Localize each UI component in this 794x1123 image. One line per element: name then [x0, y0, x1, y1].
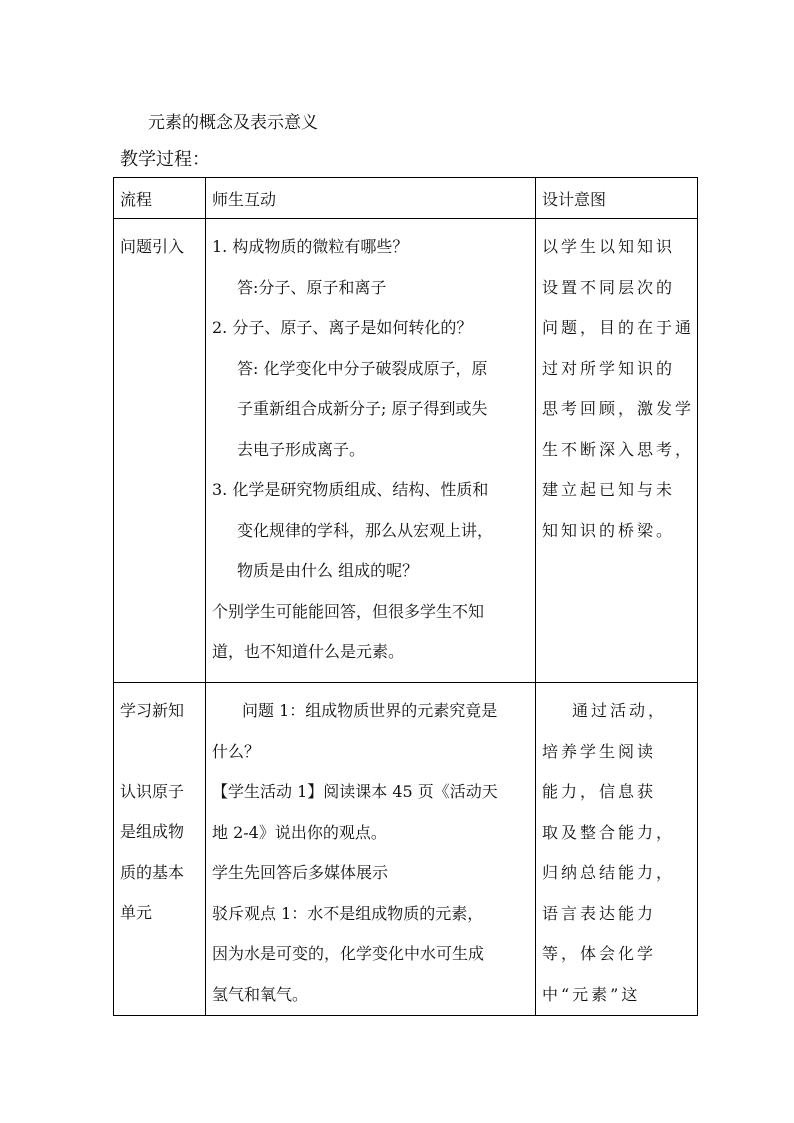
- stage-label: 问题引入: [120, 237, 185, 256]
- interaction-line: 地 2-4》说出你的观点。: [212, 822, 387, 842]
- header-interaction: 师生互动: [206, 178, 536, 219]
- stage-cell: [114, 219, 206, 683]
- interaction-line: 什么？: [212, 741, 261, 761]
- interaction-line: 答:分子、原子和离子: [237, 277, 387, 297]
- header-intent: 设计意图: [536, 178, 698, 219]
- table-row: [114, 219, 698, 683]
- interaction-cell: [206, 683, 536, 1016]
- intent-line: 过对所学知识的: [542, 358, 676, 378]
- interaction-line: 1. 构成物质的微粒有哪些？: [212, 237, 409, 256]
- interaction-line: 个别学生可能能回答，但很多学生不知: [212, 601, 485, 621]
- table-header-row: [114, 178, 698, 219]
- interaction-line: 去电子形成离子。: [237, 439, 366, 459]
- stage-cell: [114, 683, 206, 1016]
- interaction-line: 物质是由什么 组成的呢？: [237, 561, 419, 580]
- intent-line: 设置不同层次的: [542, 277, 676, 297]
- interaction-line: 3. 化学是研究物质组成、结构、性质和: [212, 480, 489, 499]
- intent-line: 通过活动，: [572, 701, 668, 720]
- interaction-line: 因为水是可变的，化学变化中水可生成: [212, 944, 485, 963]
- intent-line: 归纳总结能力，: [542, 863, 676, 882]
- intent-line: 语言表达能力: [542, 903, 657, 923]
- teaching-process-table: [113, 177, 698, 1016]
- intent-line: 建立起已知与未: [542, 480, 676, 499]
- stage-label: 单元: [120, 903, 153, 922]
- stage-label: 质的基本: [120, 862, 185, 882]
- interaction-line: 道，也不知道什么是元素。: [212, 642, 405, 661]
- interaction-line: 答: 化学变化中分子破裂成原子，原: [237, 358, 488, 378]
- intent-line: 知知识的桥梁。: [542, 520, 676, 540]
- intent-line: 问题，目的在于通: [542, 318, 695, 337]
- intent-line: 思考回顾，激发学: [542, 399, 695, 418]
- intent-line: 生不断深入思考，: [542, 439, 695, 459]
- header-flow: 流程: [114, 178, 206, 219]
- intent-cell: [536, 683, 698, 1016]
- stage-label: 学习新知: [120, 701, 185, 720]
- interaction-line: 氢气和氧气。: [212, 984, 309, 1004]
- intent-line: 能力，信息获: [542, 782, 657, 801]
- section-heading: 元素的概念及表示意义: [148, 113, 318, 133]
- interaction-cell: [206, 219, 536, 683]
- intent-line: 取及整合能力，: [542, 822, 676, 842]
- stage-label: 是组成物: [120, 822, 185, 841]
- intent-line: 等，体会化学: [542, 944, 657, 963]
- interaction-line: 子重新组合成新分子; 原子得到或失: [237, 399, 488, 418]
- process-label: 教学过程：: [120, 149, 210, 170]
- interaction-line: 驳斥观点 1：水不是组成物质的元素，: [212, 903, 484, 923]
- intent-line: 中“元素”这: [542, 984, 641, 1004]
- stage-label: 认识原子: [120, 781, 185, 801]
- interaction-line: 2. 分子、原子、离子是如何转化的？: [212, 318, 473, 337]
- intent-line: 以学生以知知识: [542, 237, 676, 256]
- spacer: [120, 732, 199, 772]
- interaction-line: 变化规律的学科，那么从宏观上讲，: [237, 520, 494, 540]
- table-row: [114, 683, 698, 1016]
- intent-line: 培养学生阅读: [542, 741, 657, 761]
- interaction-line: 问题 1：组成物质世界的元素究竟是: [242, 701, 498, 720]
- intent-cell: [536, 219, 698, 683]
- interaction-line: 【学生活动 1】阅读课本 45 页《活动天: [212, 782, 498, 801]
- interaction-line: 学生先回答后多媒体展示: [212, 863, 389, 882]
